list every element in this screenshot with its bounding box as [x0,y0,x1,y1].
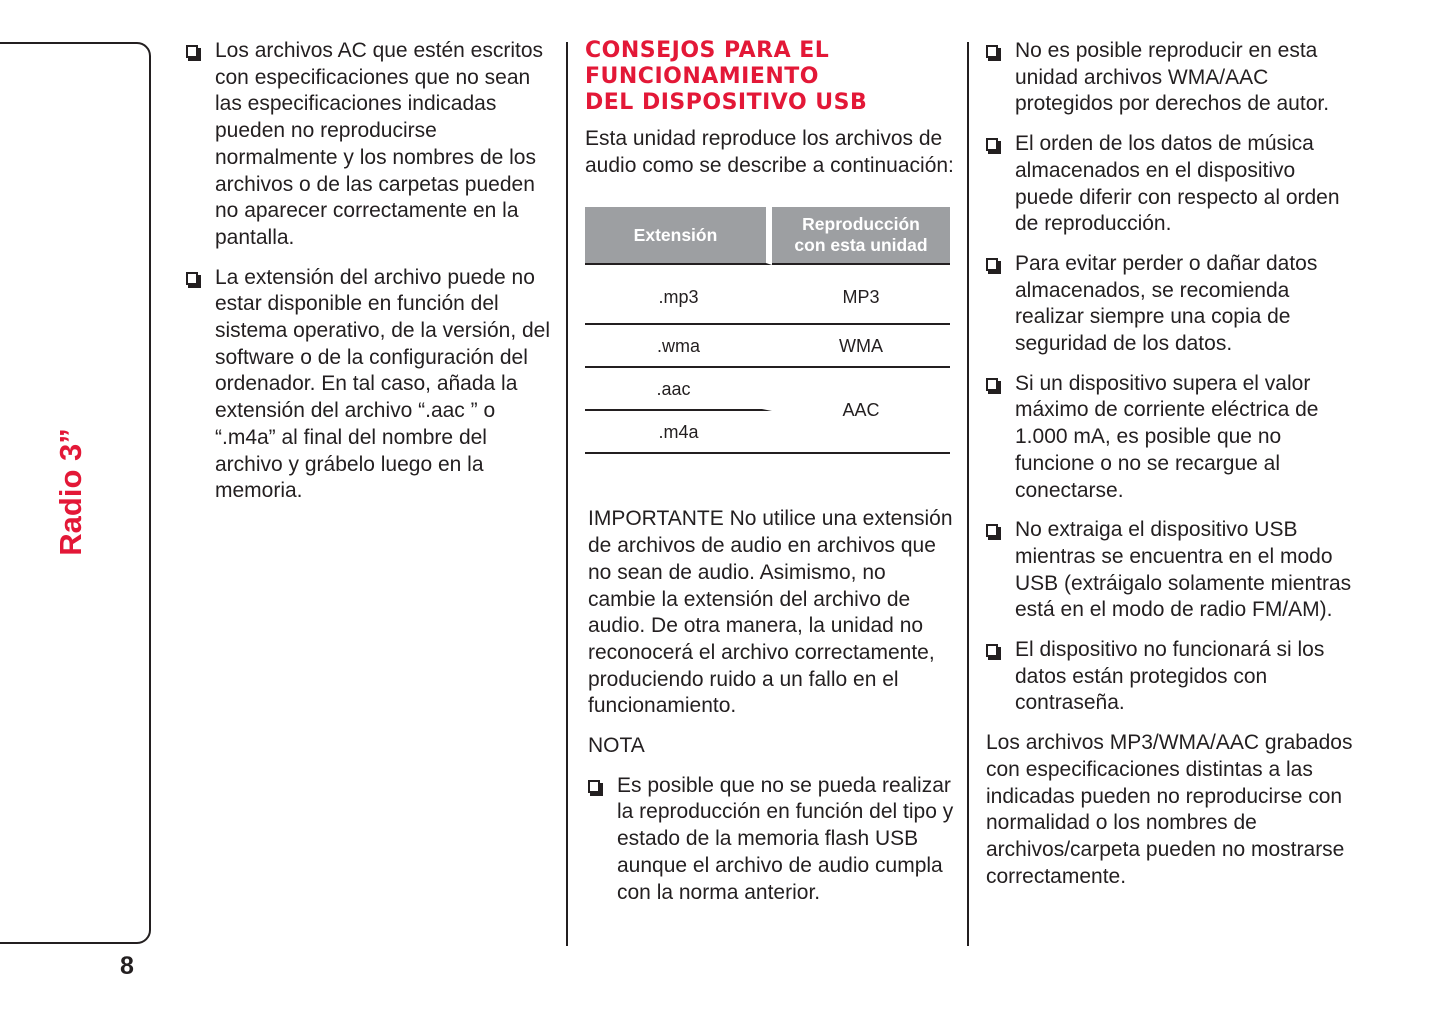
list-item [986,251,1358,358]
column-2 [585,38,955,919]
list-item [186,38,558,252]
table-cell-extension: .wma [585,325,772,368]
checkbox-bullet-icon [986,524,998,537]
table-cell-extension: .m4a [585,411,772,454]
section-heading [585,38,955,116]
table-header-extension: Extensión [585,207,772,265]
checkbox-bullet-icon [986,45,998,58]
file-format-table [585,207,950,454]
table-cell-format: WMA [772,325,950,368]
list-item-text: Es posible que no se pueda realizar la reproducción en función del tipo y estado de la memoria flash USB aunque el archivo de audio cumpla con la norma anterior. [617,773,954,904]
column-3 [986,38,1358,903]
checkbox-bullet-icon [986,644,998,657]
table-row [585,368,950,411]
checkbox-bullet-icon [986,138,998,151]
column-1 [186,38,558,518]
list-item [986,637,1358,717]
list-item [588,773,955,907]
bullet-list [986,38,1358,717]
list-item-text: Para evitar perder o dañar datos almacenados, se recomienda realizar siempre una copia de seguridad de los datos. [1015,251,1318,356]
table-cell-format: MP3 [772,265,950,325]
heading-line: DEL DISPOSITIVO USB [585,90,868,115]
table-header-playback: Reproducción con esta unidad [772,207,950,265]
checkbox-bullet-icon [186,45,198,58]
note-label: NOTA [588,734,645,758]
table-cell-format: AAC [772,368,950,454]
column-divider [967,42,969,946]
list-item [986,517,1358,624]
list-item [986,131,1358,238]
checkbox-bullet-icon [186,272,198,285]
important-paragraph: IMPORTANTE No utilice una extensión de archivos de audio en archivos que no sean de audio. Asimismo, no cambie la extensión del archivo de audio. De otra manera, la unidad no reconocerá el archivo correctamente, produciendo ruido a un fallo en el funcionamiento. [588,507,953,718]
checkbox-bullet-icon [588,780,600,793]
important-block [585,506,955,906]
table-cell-extension: .aac [585,368,772,411]
note-bullet-list [588,773,955,907]
column-divider [566,42,568,946]
intro-paragraph: Esta unidad reproduce los archivos de audio como se describe a continuación: [585,127,954,177]
list-item-text: El dispositivo no funcionará si los datos están protegidos con contraseña. [1015,638,1325,715]
table-row [585,265,950,325]
checkbox-bullet-icon [986,258,998,271]
heading-line: CONSEJOS PARA EL [585,38,830,63]
list-item-text: Si un dispositivo supera el valor máximo de corriente eléctrica de 1.000 mA, es posible que no funcione o no se recargue al conectarse. [1015,371,1319,502]
list-item [986,371,1358,505]
table-row [585,325,950,368]
list-item-text: No extraiga el dispositivo USB mientras se encuentra en el modo USB (extráigalo solamente mientras está en el modo de radio FM/AM). [1015,518,1352,622]
bullet-list [186,38,558,505]
list-item-text: No es posible reproducir en esta unidad archivos WMA/AAC protegidos por derechos de autor. [1015,39,1330,116]
page-number: 8 [120,952,134,980]
heading-line: FUNCIONAMIENTO [585,64,820,89]
closing-paragraph: Los archivos MP3/WMA/AAC grabados con especificaciones distintas a las indicadas pueden no reproducirse con normalidad o los nombres de archivos/carpeta pueden no mostrarse correctamente. [986,731,1353,888]
list-item [986,38,1358,118]
section-label: Radio 3” [53,428,88,556]
checkbox-bullet-icon [986,378,998,391]
list-item-text: La extensión del archivo puede no estar disponible en función del sistema operativo, de la versión, del software o de la configuración del ordenador. En tal caso, añada la extensión del archivo “.aac ” o “.m4a” al final del nombre del archivo y grábelo luego en la memoria. [215,265,551,503]
list-item [186,265,558,505]
list-item-text: Los archivos AC que estén escritos con especificaciones que no sean las especificaciones indicadas pueden no reproducirse normalmente y los nombres de los archivos o de las carpetas pueden no aparecer correctamente en la pantalla. [215,39,544,249]
table-cell-extension: .mp3 [585,265,772,325]
list-item-text: El orden de los datos de música almacenados en el dispositivo puede diferir con respecto al orden de reproducción. [1015,132,1340,236]
